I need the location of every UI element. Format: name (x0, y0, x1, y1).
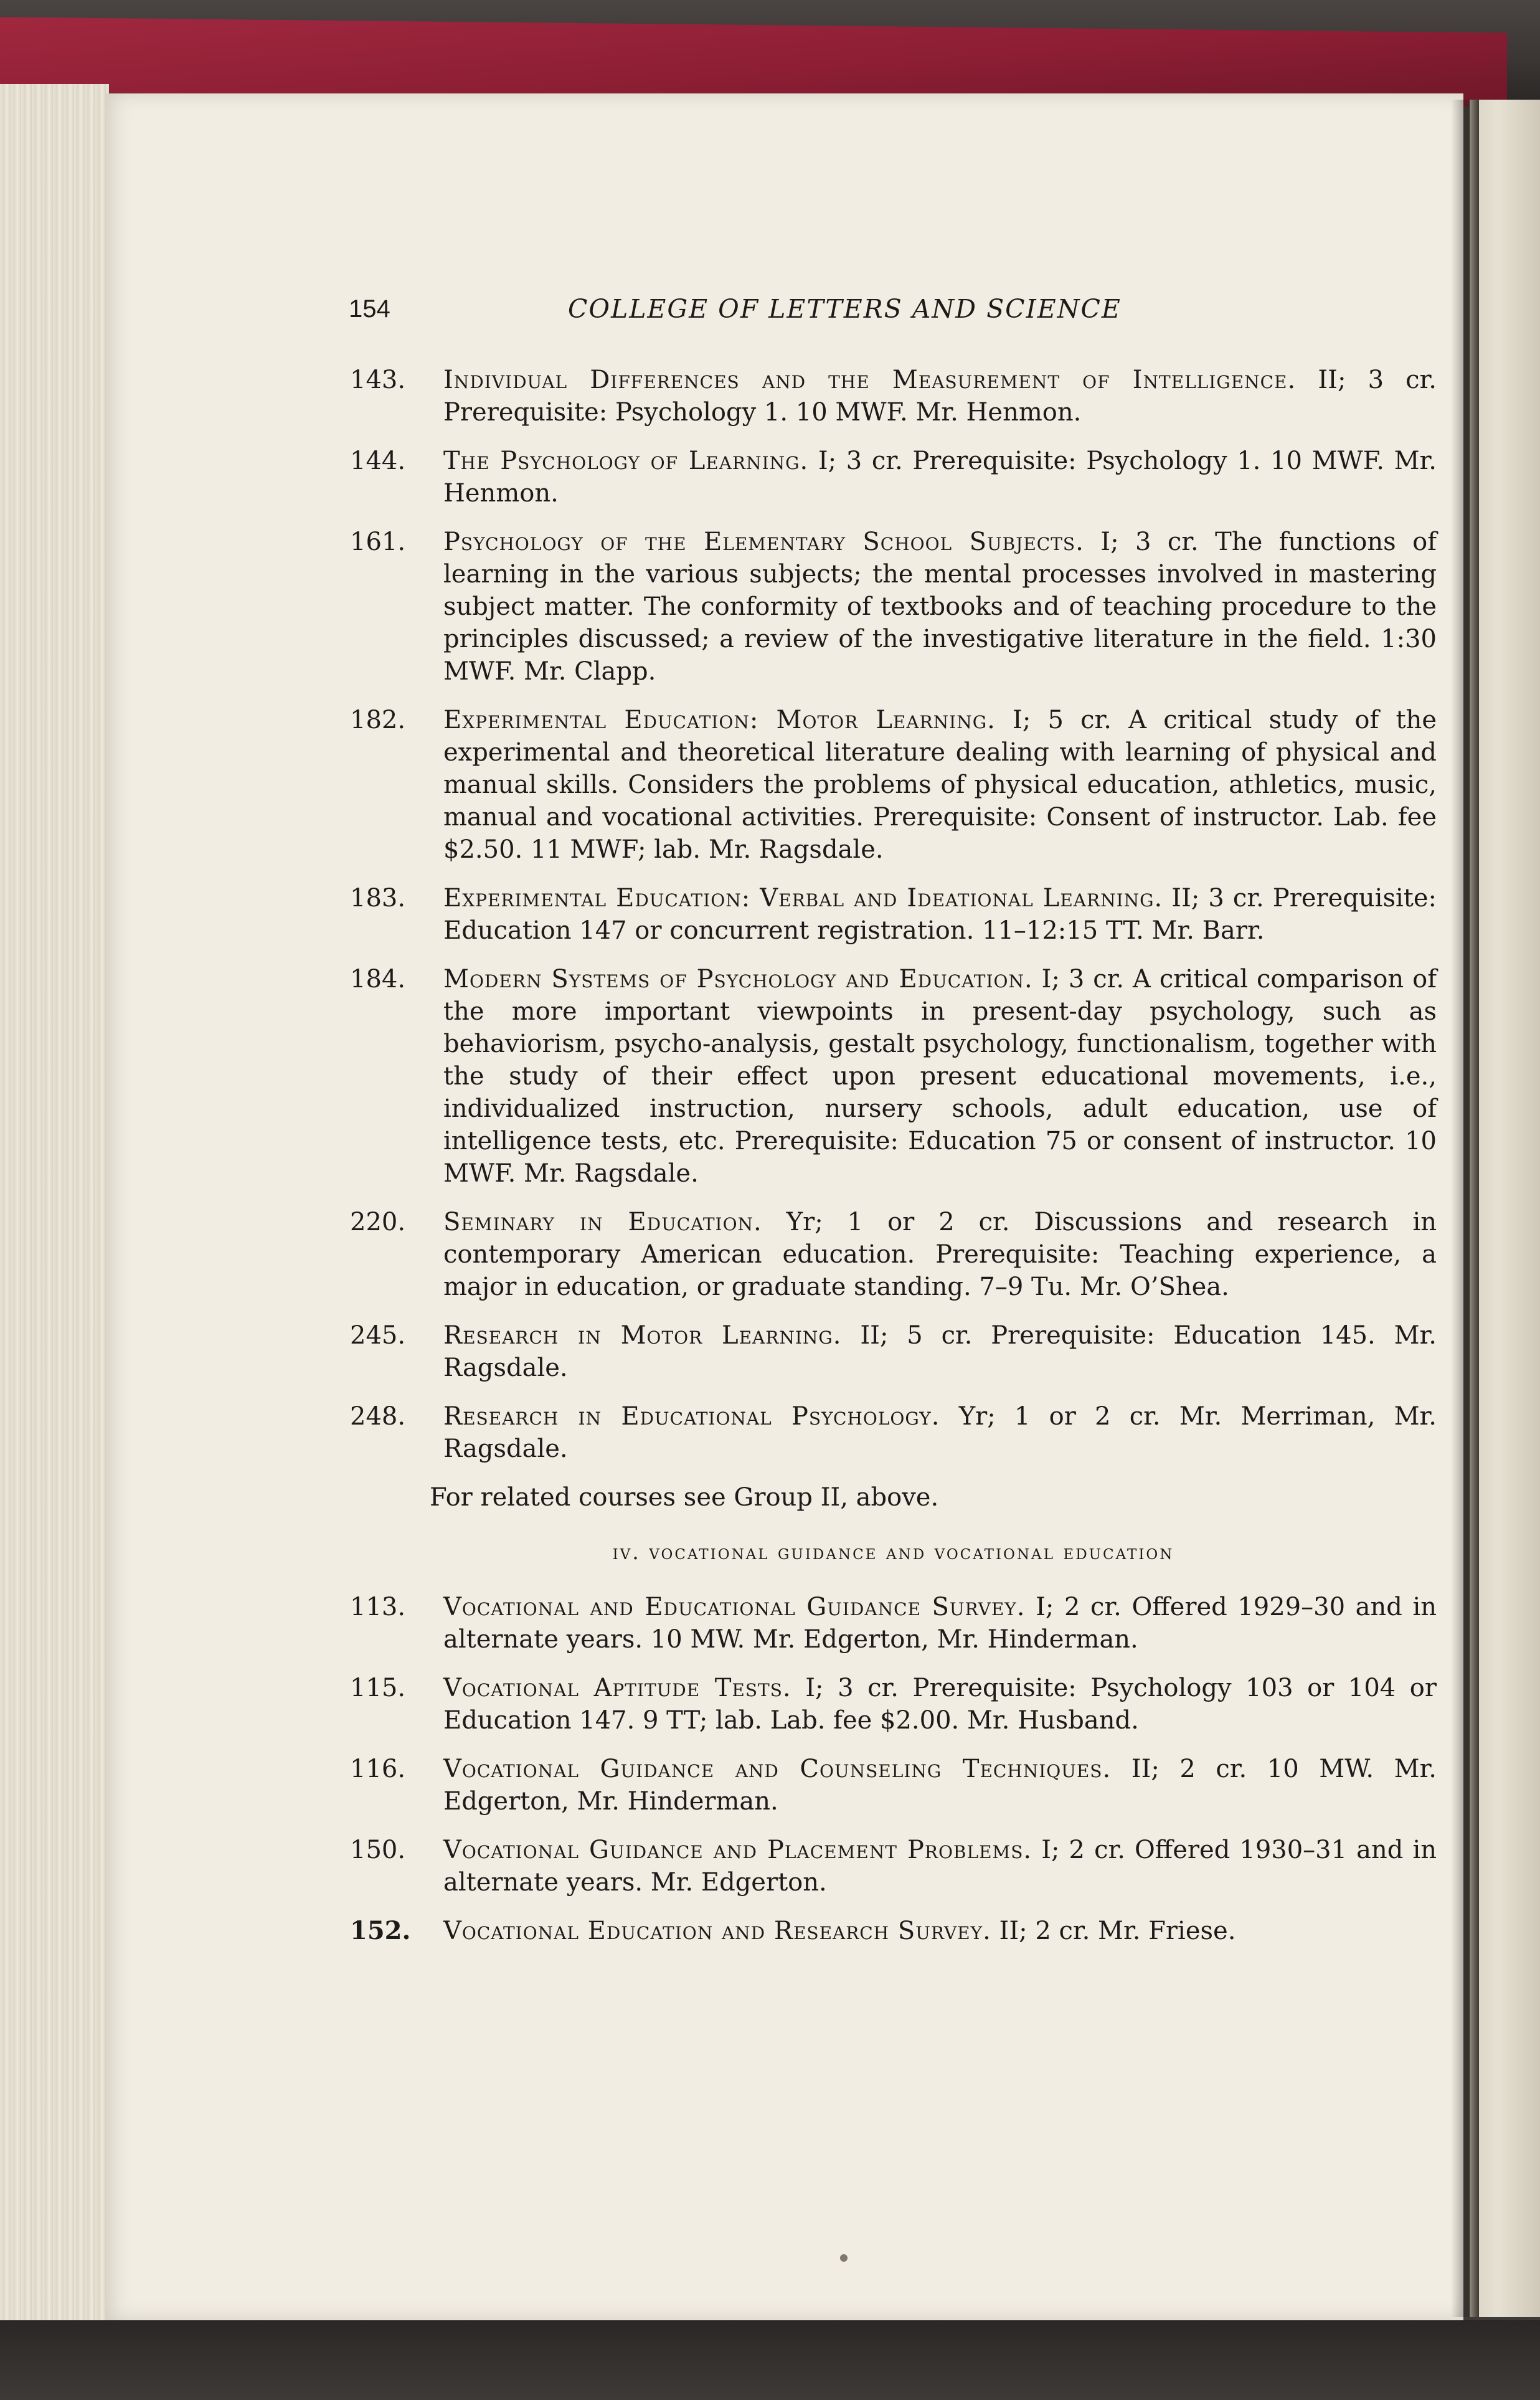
course-entry (350, 882, 1437, 947)
course-entry (350, 1753, 1437, 1818)
course-title: Psychology of the Elementary School Subjects. (443, 528, 1084, 556)
course-number: 183. (350, 884, 406, 913)
background-bottom (0, 2320, 1540, 2400)
course-description: II; 5 cr. Prerequisite: Education 145. Mr. Ragsdale. (443, 1321, 1437, 1382)
course-description: Yr; 1 or 2 cr. Discussions and research in contemporary American education. Prerequisite: Teaching experience, a major in education, or graduate standing. 7–9 Tu. Mr. O’Shea. (443, 1208, 1437, 1301)
course-number: 182. (350, 706, 406, 734)
course-entry (350, 963, 1437, 1190)
course-number: 143. (350, 366, 406, 394)
course-title: Seminary in Education. (443, 1208, 762, 1236)
course-description: I; 3 cr. The functions of learning in the various subjects; the mental processes involved in mastering subject matter. The conformity of textbooks and of teaching procedure to the principles discussed; a review of the investigative literature in the field. 1:30 MWF. Mr. Clapp. (443, 528, 1437, 686)
spine-shadow (1451, 100, 1479, 2317)
course-number: 144. (350, 447, 406, 475)
course-title: Vocational Education and Research Survey. (443, 1917, 991, 1945)
related-courses-note: For related courses see Group II, above. (430, 1483, 939, 1512)
course-description: I; 3 cr. Prerequisite: Psychology 103 or 104 or Education 147. 9 TT; lab. Lab. fee $2.00. Mr. Husband. (443, 1674, 1437, 1735)
course-entry (350, 1672, 1437, 1737)
course-number: 220. (350, 1208, 406, 1236)
course-title: Research in Educational Psychology. (443, 1402, 940, 1431)
page-content (350, 293, 1437, 1963)
page-dot-mark (840, 2254, 848, 2262)
course-number: 152. (350, 1916, 411, 1945)
course-number: 245. (350, 1321, 406, 1350)
course-description: II; 3 cr. Prerequisite: Education 147 or concurrent registration. 11–12:15 TT. Mr. Barr. (443, 884, 1437, 945)
course-entry (350, 704, 1437, 866)
course-description: I; 3 cr. A critical comparison of the more important viewpoints in present-day psychology, such as behaviorism, psycho-analysis, gestalt psychology, functionalism, together with the study of their effect upon present educational movements, i.e., individualized instruction, nursery schools, adult education, use of intelligence tests, etc. Prerequisite: Education 75 or consent of instructor. 10 MWF. Mr. Ragsdale. (443, 965, 1437, 1188)
course-number: 116. (350, 1755, 406, 1783)
course-number: 248. (350, 1402, 406, 1431)
course-number: 161. (350, 528, 406, 556)
course-description: I; 5 cr. A critical study of the experimental and theoretical literature dealing with learning of physical and manual skills. Considers the problems of physical education, athletics, music, manual and vocational activities. Prerequisite: Consent of instructor. Lab. fee $2.50. 11 MWF; lab. Mr. Ragsdale. (443, 706, 1437, 864)
course-title: Individual Differences and the Measurement of Intelligence. (443, 366, 1297, 394)
page-number: 154 (349, 295, 390, 323)
course-title: Experimental Education: Motor Learning. (443, 706, 996, 734)
course-entry (350, 364, 1437, 429)
course-description: I; 3 cr. Prerequisite: Psychology 1. 10 MWF. Mr. Henmon. (443, 447, 1437, 508)
section-heading: iv. vocational guidance and vocational education (612, 1540, 1174, 1564)
course-description: II; 2 cr. 10 MW. Mr. Edgerton, Mr. Hinderman. (443, 1755, 1437, 1816)
course-title: Experimental Education: Verbal and Ideational Learning. (443, 884, 1163, 913)
course-title: Research in Motor Learning. (443, 1321, 842, 1350)
page-header (350, 293, 1437, 336)
course-entry (350, 445, 1437, 510)
course-entry (350, 1206, 1437, 1303)
course-number: 115. (350, 1674, 406, 1702)
course-entry (350, 1834, 1437, 1899)
course-description: II; 3 cr. Prerequisite: Psychology 1. 10 MWF. Mr. Henmon. (443, 366, 1437, 427)
course-entry (350, 1591, 1437, 1656)
course-entry (350, 1400, 1437, 1465)
course-entry (350, 1915, 1437, 1947)
course-title: Vocational Aptitude Tests. (443, 1674, 791, 1702)
course-title: Vocational and Educational Guidance Survey. (443, 1593, 1026, 1621)
course-number: 113. (350, 1593, 406, 1621)
running-head: COLLEGE OF LETTERS AND SCIENCE (568, 294, 1122, 324)
course-description: I; 2 cr. Offered 1930–31 and in alternate years. Mr. Edgerton. (443, 1836, 1437, 1897)
course-description: II; 2 cr. Mr. Friese. (999, 1917, 1236, 1945)
course-title: Vocational Guidance and Counseling Techniques. (443, 1755, 1112, 1783)
course-title: Vocational Guidance and Placement Problems. (443, 1836, 1032, 1864)
course-entry (350, 526, 1437, 688)
course-description: I; 2 cr. Offered 1929–30 and in alternate years. 10 MW. Mr. Edgerton, Mr. Hinderman. (443, 1593, 1437, 1654)
facing-page-edge (1470, 100, 1540, 2317)
course-number: 184. (350, 965, 406, 994)
course-number: 150. (350, 1836, 406, 1864)
course-title: Modern Systems of Psychology and Education. (443, 965, 1033, 994)
course-description: Yr; 1 or 2 cr. Mr. Merriman, Mr. Ragsdale. (443, 1402, 1437, 1463)
course-entry (350, 1319, 1437, 1384)
page-edges (0, 84, 109, 2326)
course-title: The Psychology of Learning. (443, 447, 809, 475)
